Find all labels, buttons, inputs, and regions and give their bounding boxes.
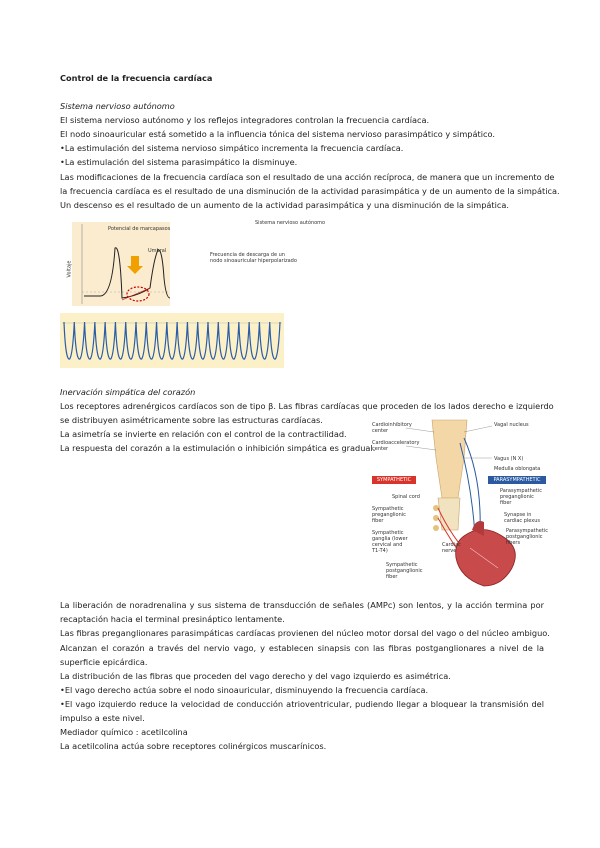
label-vagal-nucleus: Vagal nucleus bbox=[494, 422, 529, 428]
chart-background bbox=[72, 222, 170, 306]
paragraph-line: superficie epicárdica. bbox=[60, 657, 148, 667]
paragraph-line: La distribución de las fibras que proceden del vago derecho y del vago izquierdo es asimétrica. bbox=[60, 671, 451, 681]
paragraph-line: La liberación de noradrenalina y sus sistema de transducción de señales (AMPc) son lentos, y la acción termina por bbox=[60, 600, 544, 610]
figure-heart-innervation bbox=[372, 418, 547, 588]
label-para-preganglionic: Parasympathetic preganglionic fiber bbox=[500, 488, 542, 506]
paragraph-line: impulso a este nivel. bbox=[60, 713, 145, 723]
label-cardiac-nerve: Cardiac nerve bbox=[442, 542, 461, 554]
figure-caption: Frecuencia de descarga de un nodo sinoauricular hiperpolarizado bbox=[210, 252, 297, 264]
paragraph-line: Las fibras preganglionares parasimpáticas cardíacas provienen del núcleo motor dorsal del vago o del núcleo ambiguo. bbox=[60, 628, 550, 638]
paragraph-line: la frecuencia cardíaca es el resultado de una disminución de la actividad parasimpática y de un aumento de la simpática. bbox=[60, 186, 560, 196]
label-medulla: Medulla oblongata bbox=[494, 466, 541, 472]
page-title: Control de la frecuencia cardíaca bbox=[60, 73, 213, 83]
label-vagus: Vagus (N X) bbox=[494, 456, 524, 462]
figure-heart-rate-trace bbox=[60, 313, 284, 368]
paragraph-line: El sistema nervioso autónomo y los reflejos integradores controlan la frecuencia cardíaca. bbox=[60, 115, 430, 125]
bullet-line: •La estimulación del sistema parasimpático la disminuye. bbox=[60, 157, 298, 167]
figure-pacemaker-potential bbox=[60, 218, 326, 308]
label-symp-preganglionic: Sympathetic preganglionic fiber bbox=[372, 506, 406, 524]
leader-line bbox=[406, 428, 434, 432]
label-symp-ganglia: Sympathetic ganglia (lower cervical and T1-T4) bbox=[372, 530, 408, 554]
vagus-nerve bbox=[464, 438, 480, 533]
y-axis-label: Voltaje bbox=[66, 260, 73, 278]
section-heading-autonomic: Sistema nervioso autónomo bbox=[60, 101, 175, 111]
paragraph-line: Las modificaciones de la frecuencia cardíaca son el resultado de una acción recíproca, de manera que un incremento de bbox=[60, 172, 555, 182]
paragraph-line: La acetilcolina actúa sobre receptores colinérgicos muscarínicos. bbox=[60, 741, 327, 751]
threshold-label: Umbral bbox=[148, 248, 167, 254]
paragraph-line: Los receptores adrenérgicos cardíacos son de tipo β. Las fibras cardíacas que proceden de los lados derecho e izquierdo bbox=[60, 401, 554, 411]
label-cardioacceleratory: Cardioacceleratory center bbox=[372, 440, 420, 452]
bullet-line: •El vago derecho actúa sobre el nodo sinoauricular, disminuyendo la frecuencia cardíaca. bbox=[60, 685, 429, 695]
bullet-line: •La estimulación del sistema nervioso simpático incrementa la frecuencia cardíaca. bbox=[60, 143, 404, 153]
section-heading-sympathetic: Inervación simpática del corazón bbox=[60, 387, 196, 397]
paragraph-line: La asimetría se invierte en relación con el control de la contractilidad. bbox=[60, 429, 347, 439]
pacemaker-box-label: Potencial de marcapasos bbox=[108, 226, 171, 232]
label-synapse-plexus: Synapse in cardiac plexus bbox=[504, 512, 541, 524]
paragraph-line: se distribuyen asimétricamente sobre las estructuras cardíacas. bbox=[60, 415, 323, 425]
label-spinal-cord: Spinal cord bbox=[392, 494, 420, 500]
paragraph-line: Un descenso es el resultado de un aumento de la actividad parasimpática y una disminución de la simpática. bbox=[60, 200, 510, 210]
leader-line bbox=[464, 426, 492, 432]
leader-line bbox=[406, 446, 436, 450]
figure-top-label: Sistema nervioso autónomo bbox=[255, 220, 326, 226]
label-symp-postganglionic: Sympathetic postganglionic fiber bbox=[386, 562, 423, 580]
paragraph-line: Mediador químico : acetilcolina bbox=[60, 727, 188, 737]
bullet-line: •El vago izquierdo reduce la velocidad de conducción atrioventricular, pudiendo llegar a bloquear la transmisión del bbox=[60, 699, 544, 709]
label-cardioinhibitory: Cardioinhibitory center bbox=[372, 422, 412, 434]
ganglion bbox=[433, 525, 439, 531]
label-para-postganglionic: Parasympathetic postganglionic fibers bbox=[506, 528, 548, 546]
paragraph-line: recaptación hacia el terminal presináptico lentamente. bbox=[60, 614, 285, 624]
sympathetic-tag: SYMPATHETIC bbox=[372, 476, 416, 484]
paragraph-line: El nodo sinoauricular está sometido a la influencia tónica del sistema nervioso parasimpático y simpático. bbox=[60, 129, 495, 139]
wave-chart bbox=[60, 313, 284, 368]
paragraph-line: Alcanzan el corazón a través del nervio vago, y establecen sinapsis con las fibras postganglionares a nivel de la bbox=[60, 643, 544, 653]
paragraph-line: La respuesta del corazón a la estimulación o inhibición simpática es gradual. bbox=[60, 443, 376, 453]
parasympathetic-tag: PARASYMPATHETIC bbox=[488, 476, 546, 484]
brainstem-shape bbox=[432, 420, 467, 498]
